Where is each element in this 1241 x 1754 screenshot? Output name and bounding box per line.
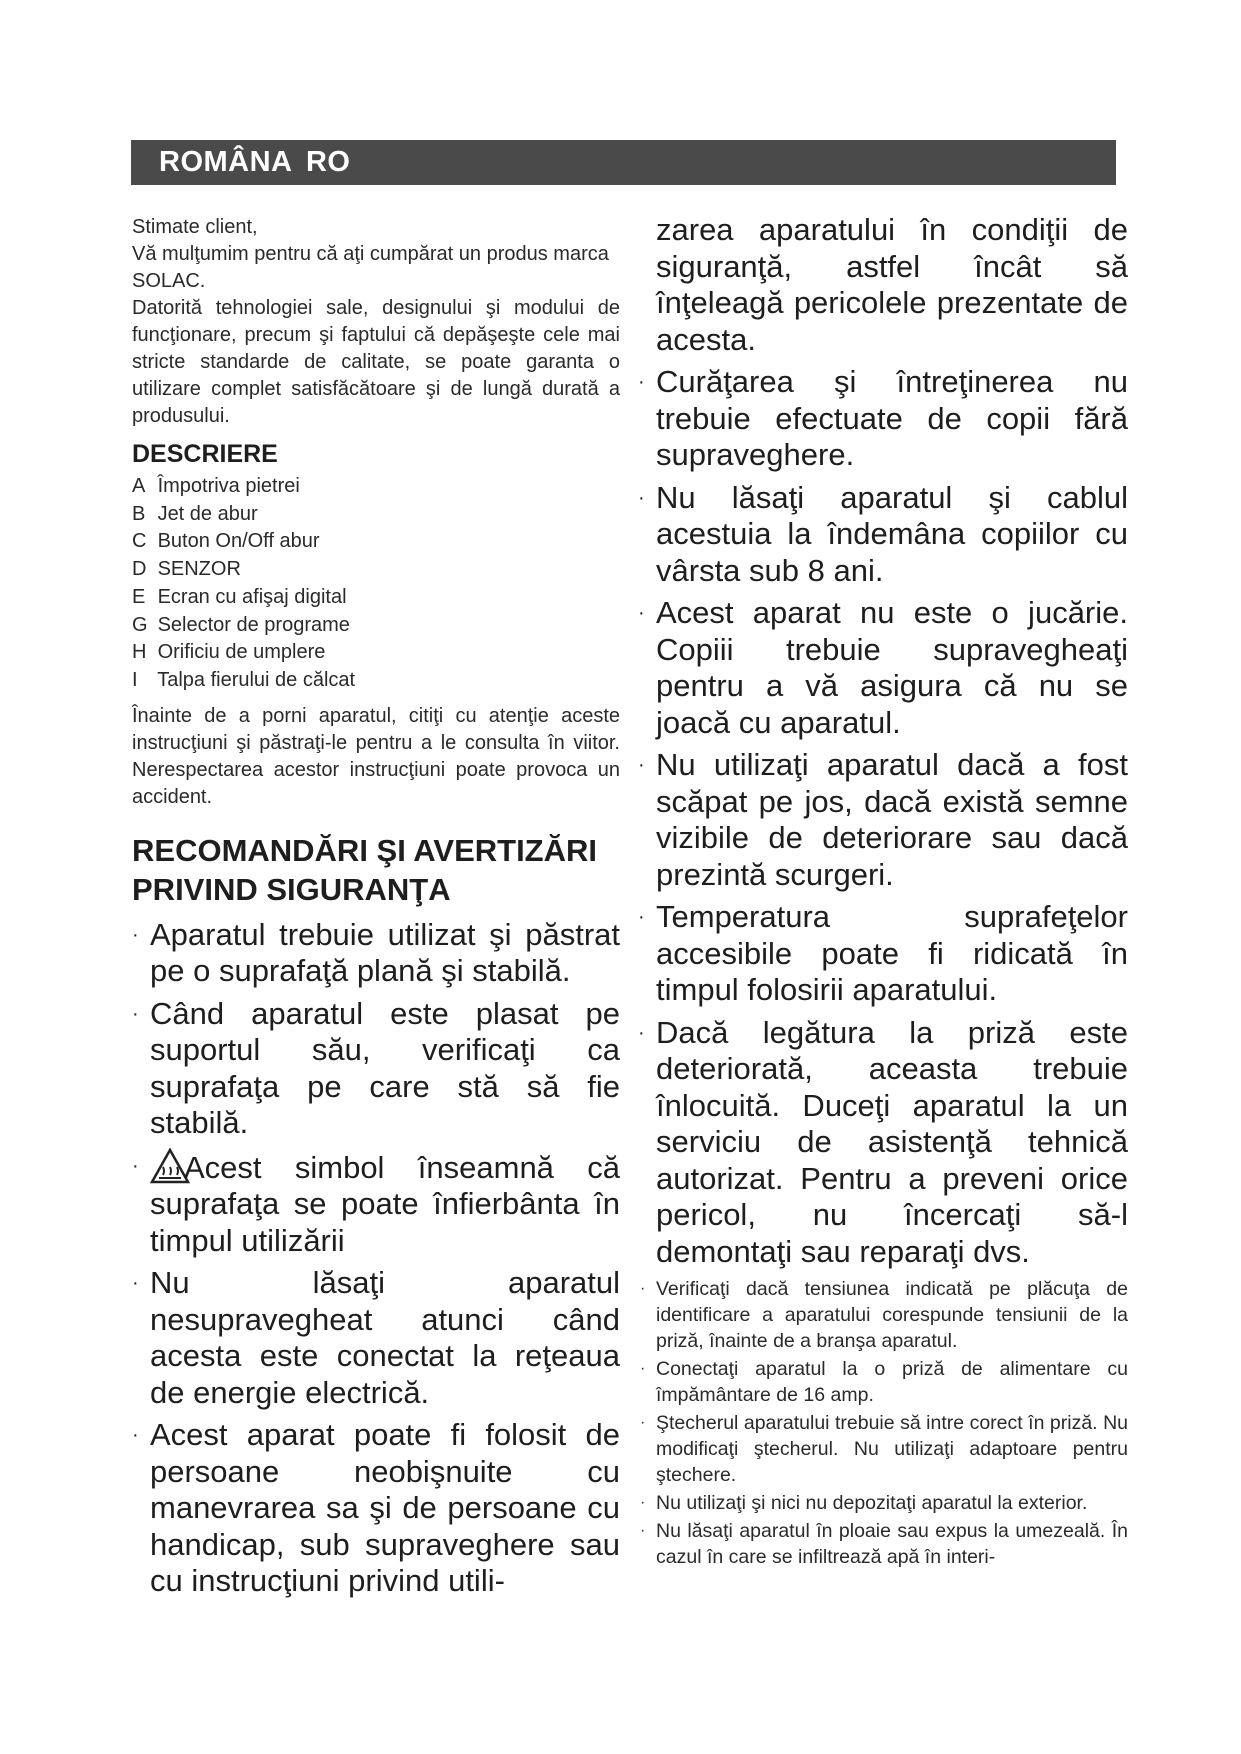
description-list — [132, 473, 620, 695]
language-header-bar — [131, 140, 1116, 185]
description-note: Înainte de a porni aparatul, citiţi cu atenţie aceste instrucţiuni şi păstraţi-le pentru a le consulta în viitor. Nerespectarea acestor instrucţiuni poate provoca un accident. — [132, 704, 620, 808]
intro-thanks: Vă mulţumim pentru că aţi cumpărat un produs marca SOLAC. — [132, 243, 609, 292]
safety-small-item: · Conectaţi aparatul la o priză de alimentare cu împământare de 16 amp. — [640, 1358, 1128, 1406]
right-column — [638, 212, 1128, 1572]
list-item: G Selector de programe — [132, 613, 350, 636]
safety-small-item: · Verificaţi dacă tensiunea indicată pe plăcuţa de identificare a aparatului corespunde tensiunii de la priză, înainte de a branşa aparatul. — [640, 1278, 1128, 1352]
list-item: E Ecran cu afişaj digital — [132, 585, 347, 608]
safety-title: RECOMANDĂRI ŞI AVERTIZĂRI PRIVIND SIGURANŢA — [132, 832, 597, 907]
safety-item-continuation: zarea aparatului în condiţii de siguranţă, astfel încât să înţeleagă pericolele prezentate de acesta. — [656, 212, 1128, 357]
intro-greeting: Stimate client, — [132, 216, 258, 238]
list-item: C Buton On/Off abur — [132, 530, 320, 553]
safety-small-item: · Nu lăsaţi aparatul în ploaie sau expus la umezeală. În cazul în care se infiltrează apă în interi- — [640, 1520, 1128, 1568]
safety-item: · Curăţarea şi întreţinerea nu trebuie efectuate de copii fără supraveghere. — [638, 364, 1128, 472]
safety-item: · Când aparatul este plasat pe suportul său, verificaţi ca suprafaţa pe care stă să fie stabilă. — [132, 995, 620, 1141]
list-item: H Orificiu de umplere — [132, 641, 326, 664]
safety-item: · Nu utilizaţi aparatul dacă a fost scăpat pe jos, dacă există semne vizibile de deteriorare sau dacă prezintă scurgeri. — [638, 747, 1128, 892]
safety-small-item: · Nu utilizaţi şi nici nu depozitaţi aparatul la exterior. — [640, 1492, 1088, 1514]
list-item: A Împotriva pietrei — [132, 475, 300, 497]
safety-item: · Aparatul trebuie utilizat şi păstrat pe o suprafaţă plană şi stabilă. — [132, 916, 620, 989]
list-item: B Jet de abur — [132, 502, 258, 525]
list-item: I Talpa fierului de călcat — [132, 668, 356, 691]
intro-text — [132, 214, 620, 430]
list-item: D SENZOR — [132, 558, 241, 581]
safety-item: · Nu lăsaţi aparatul şi cablul acestuia la îndemâna copiilor cu vârsta sub 8 ani. — [638, 479, 1128, 588]
language-header-title: ROMÂNA RO — [159, 146, 351, 178]
description-title: DESCRIERE — [132, 440, 278, 468]
safety-small-item: · Ştecherul aparatului trebuie să intre corect în priză. Nu modificaţi ştecherul. Nu utilizaţi adaptoare pentru ştechere. — [640, 1412, 1128, 1486]
safety-item: · Nu lăsaţi aparatul nesupravegheat atunci când acesta este conectat la reţeaua de energie electrică. — [132, 1265, 620, 1410]
intro-body: Datorită tehnologiei sale, designului şi modului de funcţionare, precum şi faptului că depăşeşte cele mai stricte standarde de calitate, se poate garanta o utilizare complet satisfăcătoare şi de lungă durată a produsului. — [132, 297, 620, 427]
safety-item-hot-surface: · Acest simbol înseamnă că suprafaţa se poate înfierbânta în timpul utilizării — [132, 1149, 620, 1258]
safety-item: · Dacă legătura la priză este deteriorată, aceasta trebuie înlocuită. Duceţi aparatul la un serviciu de asistenţă tehnică autorizat. Pentru a preveni orice pericol, nu încercaţi să-l demontaţi sau reparaţi dvs. — [638, 1014, 1128, 1269]
left-column — [132, 214, 620, 1606]
safety-item: · Acest aparat nu este o jucărie. Copiii trebuie supravegheaţi pentru a vă asigura că nu se joacă cu aparatul. — [638, 595, 1128, 740]
safety-item: · Temperatura suprafeţelor accesibile poate fi ridicată în timpul folosirii aparatului. — [638, 899, 1128, 1007]
safety-item: · Acest aparat poate fi folosit de persoane neobişnuite cu manevrarea sa şi de persoane cu handicap, sub supraveghere sau cu instrucţiuni privind utili- — [132, 1417, 620, 1599]
